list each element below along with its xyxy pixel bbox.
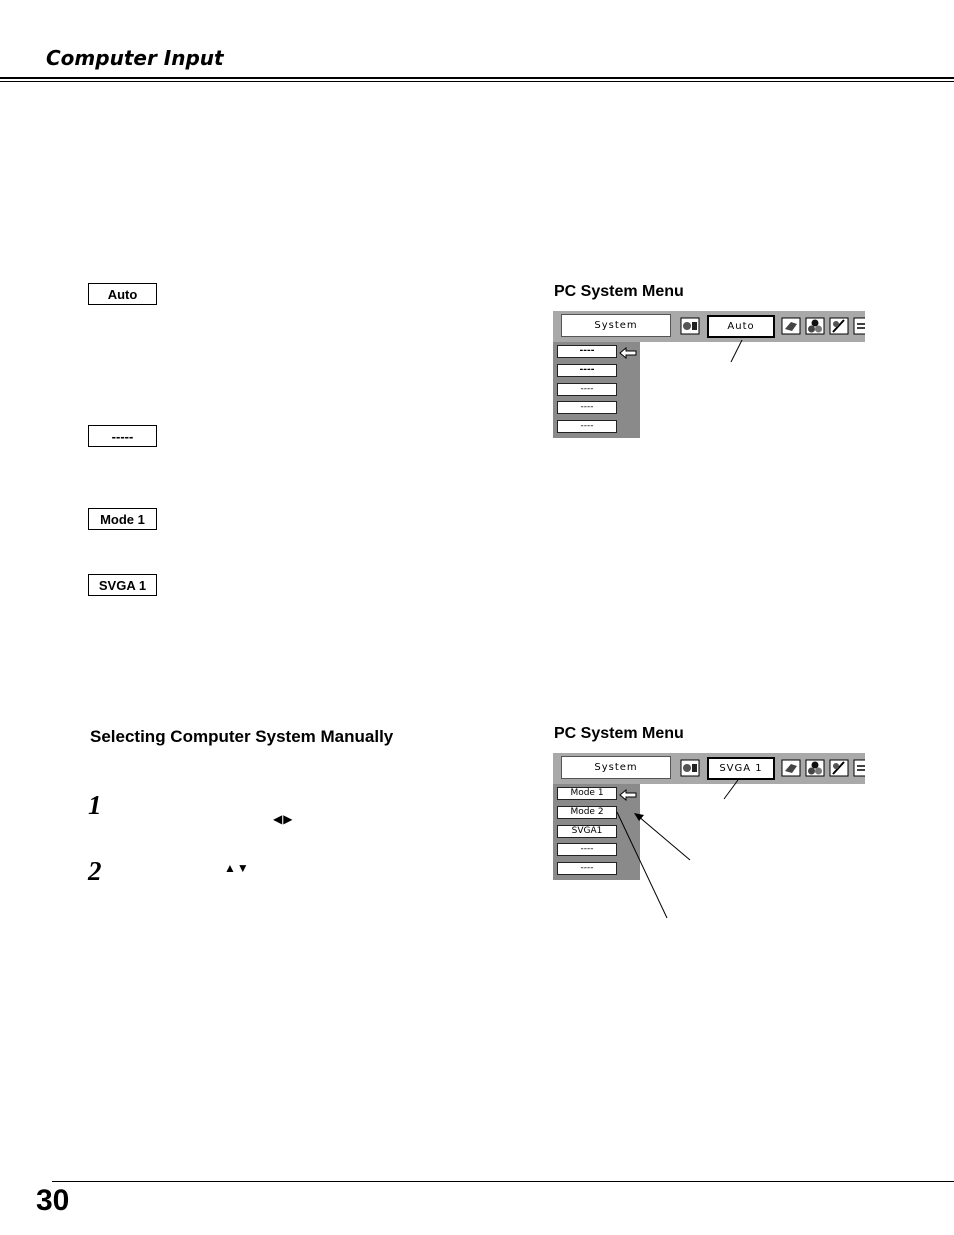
header-rule-thin (0, 81, 954, 82)
up-down-arrows-icon: ▲▼ (224, 861, 250, 875)
list-item[interactable]: Mode 1 (557, 787, 617, 800)
image-adjust-icon[interactable] (829, 316, 849, 336)
screen-icon[interactable] (781, 758, 801, 778)
dashes-tag: ----- (88, 425, 157, 447)
enter-arrow-icon (619, 788, 637, 800)
setting-icon[interactable] (853, 758, 865, 778)
step-1-number: 1 (88, 790, 102, 820)
step-2-number: 2 (88, 856, 102, 886)
system-value-box[interactable]: Auto (707, 315, 775, 338)
header-rule (0, 77, 954, 79)
svga1-tag: SVGA 1 (88, 574, 157, 596)
list-item[interactable]: ---- (557, 862, 617, 875)
color-icon[interactable] (805, 316, 825, 336)
menu-bar (553, 753, 865, 784)
pc-system-menu-caption-2: PC System Menu (554, 725, 684, 742)
page-header-title: Computer Input (46, 46, 224, 70)
pc-system-menu-2 (553, 753, 866, 881)
list-item[interactable]: ---- (557, 364, 617, 377)
list-item[interactable]: ---- (557, 420, 617, 433)
list-item[interactable]: SVGA1 (557, 825, 617, 838)
system-value-box[interactable]: SVGA 1 (707, 757, 775, 780)
menu-list (553, 342, 640, 438)
page-number: 30 (36, 1184, 70, 1217)
pc-system-menu-caption-1: PC System Menu (554, 283, 684, 300)
system-icon[interactable] (680, 316, 700, 336)
screen-icon[interactable] (781, 316, 801, 336)
mode1-tag: Mode 1 (88, 508, 157, 530)
list-item[interactable]: ---- (557, 383, 617, 396)
list-item[interactable]: Mode 2 (557, 806, 617, 819)
list-item[interactable]: ---- (557, 843, 617, 856)
menu-bar (553, 311, 865, 342)
image-adjust-icon[interactable] (829, 758, 849, 778)
left-right-arrows-icon: ◀▶ (273, 812, 294, 826)
setting-icon[interactable] (853, 316, 865, 336)
list-item[interactable]: ---- (557, 401, 617, 414)
enter-arrow-icon (619, 346, 637, 358)
pc-system-menu-1 (553, 311, 866, 439)
menu-list (553, 784, 640, 880)
footer-rule (52, 1181, 954, 1182)
system-tab[interactable]: System (561, 756, 671, 779)
auto-tag: Auto (88, 283, 157, 305)
color-icon[interactable] (805, 758, 825, 778)
list-item[interactable]: ---- (557, 345, 617, 358)
section-heading: Selecting Computer System Manually (90, 727, 394, 746)
system-icon[interactable] (680, 758, 700, 778)
system-tab[interactable]: System (561, 314, 671, 337)
